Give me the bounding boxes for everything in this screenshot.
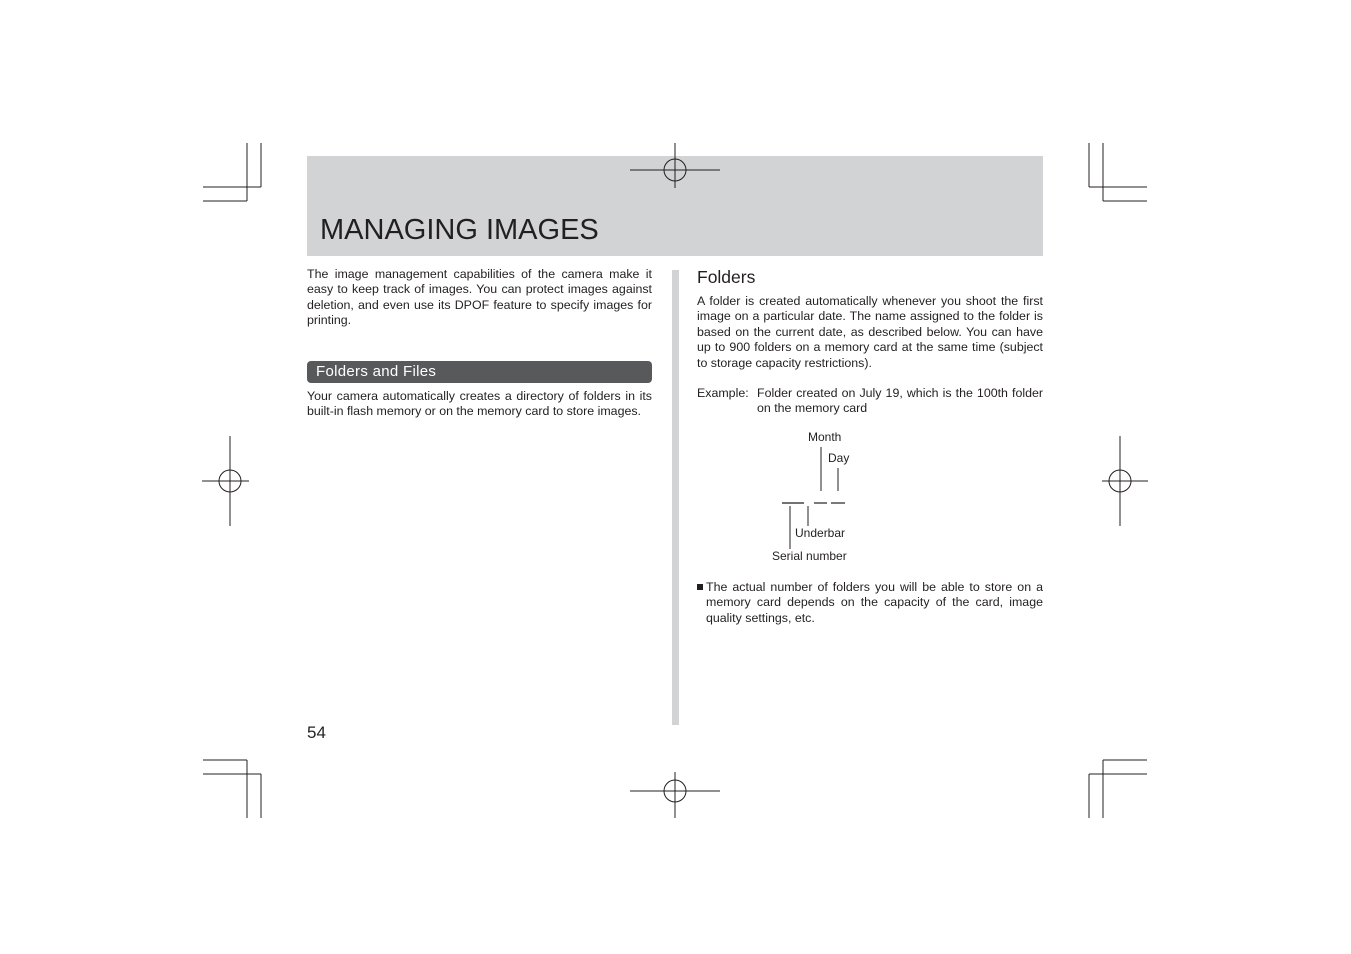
crop-mark-top-left	[200, 140, 265, 205]
example-label: Example:	[697, 386, 749, 400]
column-divider	[672, 270, 679, 725]
page-title: MANAGING IMAGES	[320, 214, 599, 246]
diagram-underbar-label: Underbar	[795, 526, 846, 540]
note-text: The actual number of folders you will be able to store on a memory card depends on the capacity of the card, image quality settings, etc.	[706, 580, 1043, 625]
folder-name-diagram	[700, 425, 960, 575]
diagram-serial-label: Serial number	[772, 549, 847, 563]
registration-mark-left	[202, 435, 250, 527]
diagram-day-label: Day	[828, 451, 850, 465]
registration-mark-bottom	[628, 770, 722, 820]
square-bullet-icon	[697, 584, 703, 590]
diagram-month-label: Month	[808, 430, 842, 444]
folders-heading: Folders	[697, 267, 756, 287]
folders-paragraph: A folder is created automatically whenever you shoot the first image on a particular date. The name assigned to the folder is based on the current date, as described below. You can have up to 900 folders on a memory card at the same time (subject to storage capacity restrictions).	[697, 294, 1043, 370]
crop-mark-top-right	[1086, 140, 1151, 205]
section-paragraph: Your camera automatically creates a directory of folders in its built-in flash memory or on the memory card to store images.	[307, 389, 652, 419]
diagram-lines	[700, 425, 960, 575]
crop-mark-bottom-right	[1086, 757, 1151, 822]
section-heading: Folders and Files	[316, 363, 437, 380]
registration-mark-top	[628, 143, 722, 189]
crop-mark-bottom-left	[200, 757, 265, 822]
example-text: Folder created on July 19, which is the 100th folder on the memory card	[757, 386, 1043, 416]
page-number: 54	[307, 723, 326, 742]
intro-paragraph: The image management capabilities of the camera make it easy to keep track of images. You can protect images against deletion, and even use its DPOF feature to specify images for printing.	[307, 267, 652, 328]
registration-mark-right	[1101, 435, 1149, 527]
